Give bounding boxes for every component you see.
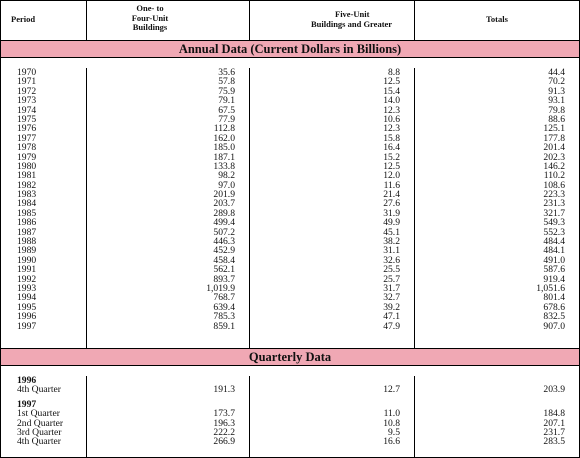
quarterly-five-unit-cell: 12.7 (383, 384, 400, 396)
annual-one-to-four-cell: 75.9 (218, 85, 235, 97)
annual-totals-cell: 202.3 (543, 151, 565, 163)
header-five-unit (249, 1, 414, 40)
blank-cell (250, 376, 400, 385)
annual-five-unit-column (249, 68, 414, 348)
quarterly-totals-cell: 283.5 (543, 436, 565, 448)
annual-one-to-four-cell: 458.4 (213, 254, 235, 266)
quarterly-five-unit-cell: 9.5 (388, 426, 400, 438)
annual-one-to-four-cell: 562.1 (213, 264, 235, 276)
annual-five-unit-cell: 38.2 (383, 236, 400, 248)
annual-five-unit-cell: 31.9 (383, 207, 400, 219)
annual-five-unit-cell: 32.6 (383, 254, 400, 266)
annual-totals-cell: 321.7 (543, 207, 565, 219)
annual-one-to-four-cell: 452.9 (213, 245, 235, 257)
annual-totals-cell: 91.3 (548, 85, 565, 97)
annual-totals-cell: 93.1 (548, 95, 565, 107)
quarterly-year-label: 1997 (17, 398, 37, 410)
annual-period-cell: 1989 (17, 245, 37, 257)
annual-one-to-four-cell: 77.9 (218, 113, 235, 125)
quarterly-period-cell: 2nd Quarter (17, 417, 64, 429)
annual-five-unit-cell: 8.8 (388, 67, 400, 78)
annual-one-to-four-cell: 201.9 (213, 189, 235, 201)
annual-one-to-four-cell: 893.7 (213, 273, 235, 285)
header-five-line2: Buildings and Greater (311, 18, 393, 29)
annual-period-cell: 1982 (17, 179, 37, 191)
quarterly-period-cell: 4th Quarter (17, 384, 61, 396)
annual-five-unit-cell: 16.4 (383, 142, 400, 154)
quarterly-five-unit-cell: 10.8 (383, 417, 400, 429)
quarterly-period-cell: 4th Quarter (17, 436, 61, 448)
annual-totals-cell: 832.5 (543, 311, 565, 323)
annual-five-unit-cell: 32.7 (383, 292, 400, 304)
annual-totals-cell: 146.2 (543, 160, 565, 172)
annual-totals-cell: 177.8 (543, 132, 565, 144)
header-five-line1: Five-Unit (335, 9, 370, 19)
annual-period-cell: 1985 (17, 207, 37, 219)
header-one-line2: Four-Unit (131, 12, 169, 23)
annual-period-cell: 1976 (17, 123, 37, 135)
annual-period-cell: 1987 (17, 226, 37, 238)
annual-five-unit-cell: 14.0 (383, 95, 400, 107)
annual-totals-cell: 1,051.6 (536, 282, 565, 294)
annual-one-to-four-cell: 859.1 (213, 320, 235, 332)
annual-totals-cell: 79.8 (548, 104, 565, 116)
quarterly-period-cell: 1st Quarter (17, 408, 60, 420)
annual-totals-cell: 70.2 (548, 76, 565, 88)
annual-totals-cell: 88.6 (548, 113, 565, 125)
quarterly-period-cell: 3rd Quarter (17, 426, 62, 438)
annual-five-unit-cell: 11.6 (383, 179, 400, 191)
quarterly-five-unit-column (249, 376, 414, 457)
quarterly-one-to-four-cell: 266.9 (213, 436, 235, 448)
annual-period-cell: 1981 (17, 170, 37, 182)
annual-five-unit-cell: 47.9 (383, 320, 400, 332)
annual-period-column (1, 68, 86, 348)
annual-one-to-four-cell: 203.7 (213, 198, 235, 210)
annual-one-to-four-cell: 112.8 (213, 123, 235, 135)
annual-period-cell: 1992 (17, 273, 37, 285)
quarterly-five-unit-cell: 11.0 (383, 408, 400, 420)
quarterly-data-body (1, 366, 579, 457)
annual-one-to-four-cell: 97.0 (218, 179, 235, 191)
header-one-line1: One- to (136, 3, 164, 13)
annual-one-to-four-cell: 57.8 (218, 76, 235, 88)
quarterly-totals-cell: 203.9 (543, 384, 565, 396)
annual-totals-cell: 223.3 (543, 189, 565, 201)
annual-five-unit-cell: 12.3 (383, 104, 400, 116)
annual-period-cell: 1972 (17, 85, 37, 97)
annual-one-to-four-cell: 67.5 (218, 104, 235, 116)
annual-totals-cell: 231.3 (543, 198, 565, 210)
annual-one-to-four-cell: 79.1 (218, 95, 235, 107)
annual-period-cell: 1971 (17, 76, 37, 88)
annual-five-unit-cell: 10.6 (383, 113, 400, 125)
annual-five-unit-cell: 15.8 (383, 132, 400, 144)
annual-five-unit-cell: 25.7 (383, 273, 400, 285)
annual-five-unit-cell: 49.9 (383, 217, 400, 229)
annual-period-cell: 1994 (17, 292, 37, 304)
annual-data-band: Annual Data (Current Dollars in Billions) (1, 40, 579, 58)
annual-totals-cell: 801.4 (543, 292, 565, 304)
annual-one-to-four-cell: 185.0 (213, 142, 235, 154)
annual-totals-cell: 491.0 (543, 254, 565, 266)
annual-five-unit-cell: 12.5 (383, 76, 400, 88)
annual-period-cell: 1978 (17, 142, 37, 154)
annual-one-to-four-cell: 499.4 (213, 217, 235, 229)
annual-one-to-four-cell: 187.1 (213, 151, 235, 163)
annual-one-to-four-cell: 507.2 (213, 226, 235, 238)
annual-period-cell: 1984 (17, 198, 37, 210)
annual-totals-cell: 587.6 (543, 264, 565, 276)
annual-five-unit-cell: 31.7 (383, 282, 400, 294)
annual-period-cell: 1979 (17, 151, 37, 163)
annual-totals-cell: 919.4 (543, 273, 565, 285)
quarterly-one-to-four-cell: 222.2 (213, 426, 235, 438)
annual-five-unit-cell: 12.0 (383, 170, 400, 182)
blank-cell (250, 400, 400, 409)
annual-five-unit-cell: 15.4 (383, 85, 400, 97)
annual-period-cell: 1997 (17, 320, 37, 332)
quarterly-one-to-four-cell: 173.7 (213, 408, 235, 420)
annual-period-cell: 1970 (17, 67, 37, 78)
annual-period-cell: 1980 (17, 160, 37, 172)
annual-period-cell: 1973 (17, 95, 37, 107)
annual-period-cell: 1983 (17, 189, 37, 201)
header-one-line3: Buildings (132, 22, 168, 32)
annual-totals-cell: 44.4 (548, 67, 565, 78)
quarterly-totals-cell: 184.8 (543, 408, 565, 420)
annual-five-unit-cell: 39.2 (383, 301, 400, 313)
annual-period-cell: 1991 (17, 264, 37, 276)
annual-totals-cell: 201.4 (543, 142, 565, 154)
annual-one-to-four-cell: 785.3 (213, 311, 235, 323)
annual-totals-cell: 108.6 (543, 179, 565, 191)
quarterly-period-column (1, 376, 86, 457)
quarterly-data-band: Quarterly Data (1, 348, 579, 366)
annual-five-unit-cell: 25.5 (383, 264, 400, 276)
annual-period-cell: 1986 (17, 217, 37, 229)
quarterly-one-to-four-cell: 191.3 (213, 384, 235, 396)
annual-totals-cell: 549.3 (543, 217, 565, 229)
quarterly-one-to-four-column (86, 376, 249, 457)
annual-totals-cell: 110.2 (543, 170, 565, 182)
header-period: Period (11, 14, 36, 24)
annual-period-cell: 1975 (17, 113, 37, 125)
annual-period-cell: 1977 (17, 132, 37, 144)
header-one-to-four-unit (86, 1, 249, 40)
table-header (1, 1, 579, 41)
annual-one-to-four-cell: 98.2 (218, 170, 235, 182)
quarterly-totals-cell: 231.7 (543, 426, 565, 438)
annual-five-unit-cell: 15.2 (383, 151, 400, 163)
header-totals: Totals (414, 1, 579, 40)
annual-five-unit-cell: 31.1 (383, 245, 400, 257)
annual-data-body (1, 58, 579, 348)
annual-totals-column (414, 68, 579, 348)
annual-totals-cell: 484.4 (543, 236, 565, 248)
annual-one-to-four-cell: 162.0 (213, 132, 235, 144)
annual-five-unit-cell: 12.5 (383, 160, 400, 172)
quarterly-one-to-four-cell: 196.3 (213, 417, 235, 429)
annual-period-cell: 1988 (17, 236, 37, 248)
annual-one-to-four-cell: 289.8 (213, 207, 235, 219)
annual-period-cell: 1996 (17, 311, 37, 323)
annual-totals-cell: 484.1 (543, 245, 565, 257)
quarterly-totals-cell: 207.1 (543, 417, 565, 429)
annual-totals-cell: 125.1 (543, 123, 565, 135)
annual-period-cell: 1990 (17, 254, 37, 266)
annual-five-unit-cell: 21.4 (383, 189, 400, 201)
annual-one-to-four-cell: 133.8 (213, 160, 235, 172)
annual-one-to-four-column (86, 68, 249, 348)
annual-one-to-four-cell: 35.6 (218, 67, 235, 78)
annual-period-cell: 1993 (17, 282, 37, 294)
quarterly-year-label: 1996 (17, 375, 37, 386)
annual-one-to-four-cell: 446.3 (213, 236, 235, 248)
annual-period-cell: 1974 (17, 104, 37, 116)
annual-five-unit-cell: 45.1 (383, 226, 400, 238)
annual-totals-cell: 907.0 (543, 320, 565, 332)
annual-five-unit-cell: 47.1 (383, 311, 400, 323)
annual-five-unit-cell: 27.6 (383, 198, 400, 210)
annual-one-to-four-cell: 1,019.9 (206, 282, 235, 294)
quarterly-five-unit-cell: 16.6 (383, 436, 400, 448)
annual-period-cell: 1995 (17, 301, 37, 313)
annual-one-to-four-cell: 639.4 (213, 301, 235, 313)
annual-totals-cell: 678.6 (543, 301, 565, 313)
annual-one-to-four-cell: 768.7 (213, 292, 235, 304)
annual-totals-cell: 552.3 (543, 226, 565, 238)
annual-five-unit-cell: 12.3 (383, 123, 400, 135)
quarterly-totals-column (414, 376, 579, 457)
